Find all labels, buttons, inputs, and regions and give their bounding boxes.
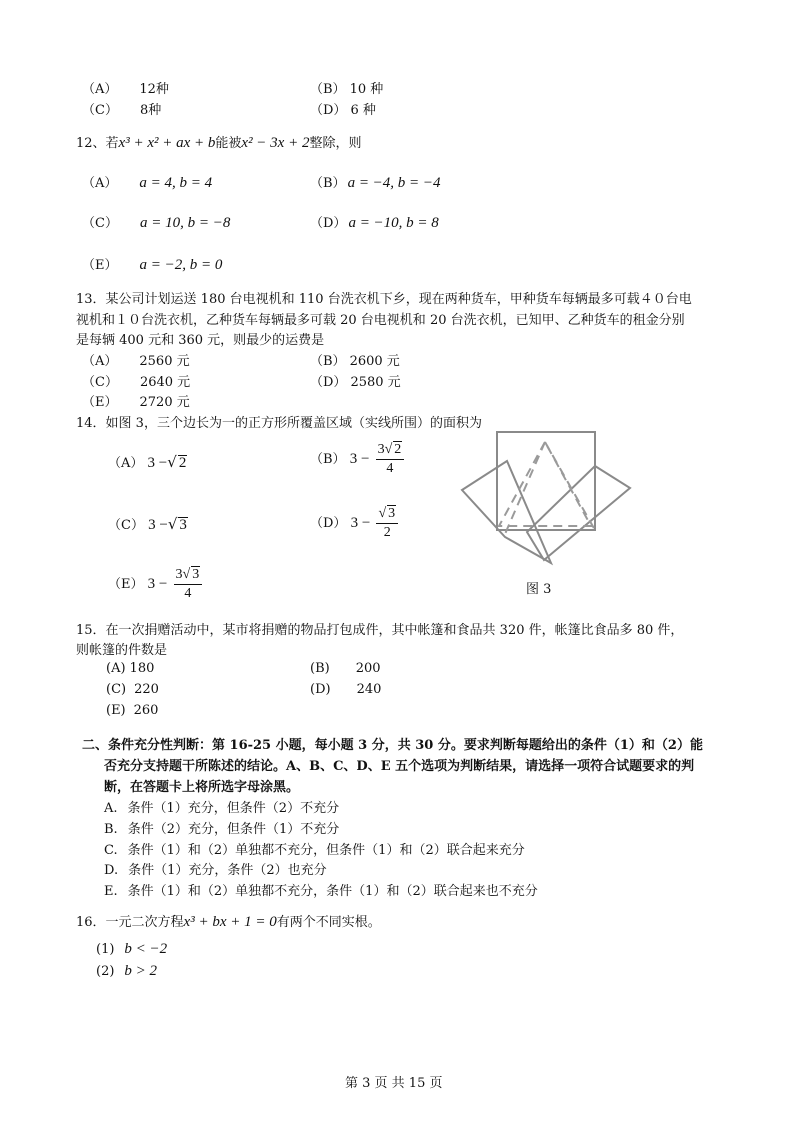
section2-choice-b: B. 条件（2）充分，但条件（1）不充分 <box>104 822 340 837</box>
q14-option-b: （B） 3 − $\frac{3√ 2}{4}$ <box>310 441 404 478</box>
q14-stem: 14．如图 3，三个边长为一的正方形所覆盖区域（实线所围）的面积为 <box>76 416 482 431</box>
q13-line2: 视机和１０台洗衣机，乙种货车每辆最多可载 20 台电视机和 20 台洗衣机，已知甲、乙种货车的租金分别 <box>76 313 685 328</box>
q13-option-e: （E） 2720 元 <box>82 395 190 410</box>
figure-3-three-squares <box>455 426 640 576</box>
q13-line3: 是每辆 400 元和 360 元，则最少的运费是 <box>76 333 325 348</box>
q13-option-c: （C） 2640 元 <box>82 375 191 390</box>
page-footer: 第 3 页 共 15 页 <box>345 1076 443 1091</box>
q14-option-c: （C） 3 −√ 3 <box>108 515 187 533</box>
q11-option-a: （A） 12种 <box>82 82 169 97</box>
section2-choice-a: A. 条件（1）充分，但条件（2）不充分 <box>104 801 340 816</box>
q12-option-b: （B） a = −4, b = −4 <box>310 175 441 191</box>
q14-option-d: （D） 3 − $\frac{√ 3}{2}$ <box>310 505 398 542</box>
q12-option-d: （D） a = −10, b = 8 <box>310 215 439 231</box>
q15-line1: 15．在一次捐赠活动中，某市将捐赠的物品打包成件，其中帐篷和食品共 320 件，帐篷比食品多 80 件， <box>76 623 684 638</box>
q13-option-b: （B） 2600 元 <box>310 354 400 369</box>
q16-condition-1: (1) b < −2 <box>96 941 168 957</box>
q11-option-d: （D） 6 种 <box>310 103 376 118</box>
q12-option-e: （E） a = −2, b = 0 <box>82 257 223 273</box>
section2-choice-c: C. 条件（1）和（2）单独都不充分，但条件（1）和（2）联合起来充分 <box>104 843 525 858</box>
section2-heading-line2: 否充分支持题干所陈述的结论。A、B、C、D、E 五个选项为判断结果，请选择一项符合试题要求的判 <box>104 759 695 774</box>
q15-option-e: (E) 260 <box>106 703 159 718</box>
figure-caption: 图 3 <box>526 582 552 597</box>
q16-stem: 16．一元二次方程x³ + bx + 1 = 0有两个不同实根。 <box>76 914 381 930</box>
square-right <box>527 466 630 560</box>
q14-option-e: （E） 3 − $\frac{3√ 3}{4}$ <box>108 566 202 603</box>
q15-option-c: (C) 220 <box>106 682 159 697</box>
q15-option-a: (A) 180 <box>106 661 155 676</box>
section2-choice-e: E. 条件（1）和（2）单独都不充分，条件（1）和（2）联合起来也不充分 <box>104 884 538 899</box>
q15-option-d: (D) 240 <box>310 682 382 697</box>
q14-option-a: （A） 3 −√ 2 <box>108 453 187 471</box>
q15-line2: 则帐篷的件数是 <box>76 643 168 658</box>
q16-condition-2: (2) b > 2 <box>96 963 158 979</box>
section2-heading-line3: 断，在答题卡上将所选字母涂黑。 <box>104 780 300 795</box>
q12-option-a: （A） a = 4, b = 4 <box>82 175 213 191</box>
q15-option-b: (B) 200 <box>310 661 381 676</box>
q12-stem: 12、若x³ + x² + ax + b能被x² − 3x + 2整除，则 <box>76 135 362 151</box>
q13-line1: 13．某公司计划运送 180 台电视机和 110 台洗衣机下乡，现在两种货车，甲种货车每辆最多可载４０台电 <box>76 292 692 307</box>
q13-option-d: （D） 2580 元 <box>310 375 401 390</box>
section2-choice-d: D. 条件（1）充分，条件（2）也充分 <box>104 863 327 878</box>
q12-option-c: （C） a = 10, b = −8 <box>82 215 231 231</box>
q11-option-c: （C） 8种 <box>82 103 162 118</box>
q13-option-a: （A） 2560 元 <box>82 354 190 369</box>
q11-option-b: （B） 10 种 <box>310 82 384 97</box>
section2-heading-line1: 二、条件充分性判断：第 16-25 小题，每小题 3 分，共 30 分。要求判断每题给出的条件（1）和（2）能 <box>82 738 703 753</box>
